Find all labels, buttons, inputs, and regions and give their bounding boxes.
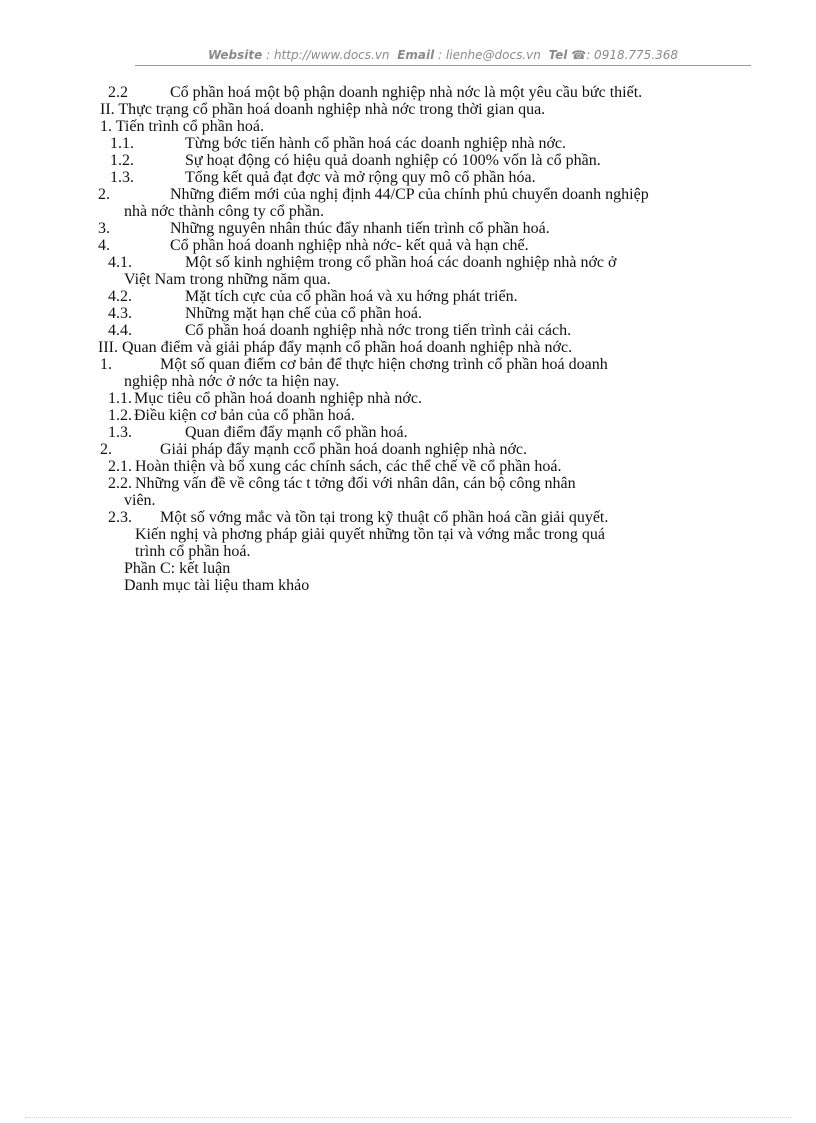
toc-line xyxy=(0,492,816,509)
header-divider xyxy=(135,65,751,66)
toc-number: 2.1. xyxy=(108,458,132,475)
toc-number: 4.2. xyxy=(108,288,132,305)
website-label: Website xyxy=(207,48,263,62)
toc-line xyxy=(0,560,816,577)
toc-line xyxy=(0,339,816,356)
toc-line xyxy=(0,475,816,492)
toc-number: 1.2. xyxy=(110,152,134,169)
toc-text: Từng bớc tiến hành cổ phần hoá các doanh nghiệp nhà nớc. xyxy=(185,135,567,152)
toc-number: 1.1. xyxy=(108,390,132,407)
toc-text: nhà nớc thành công ty cổ phần. xyxy=(124,203,324,220)
toc-text: Một số kinh nghiệm trong cổ phần hoá các doanh nghiệp nhà nớc ở xyxy=(185,254,617,271)
toc-line xyxy=(0,135,816,152)
toc-number: 1.2. xyxy=(108,407,132,424)
toc-line xyxy=(0,577,816,594)
toc-text: Cổ phần hoá doanh nghiệp nhà nớc trong tiến trình cải cách. xyxy=(185,322,572,339)
toc-line xyxy=(0,169,816,186)
toc-line xyxy=(0,118,816,135)
toc-text: Những nguyên nhân thúc đẩy nhanh tiến trình cổ phần hoá. xyxy=(170,220,550,237)
toc-text: Hoàn thiện và bổ xung các chính sách, các thể chế về cổ phần hoá. xyxy=(135,458,562,475)
toc-line xyxy=(0,288,816,305)
toc-text: Tổng kết quả đạt đợc và mở rộng quy mô cổ phần hóa. xyxy=(185,169,536,186)
toc-text: Một số quan điểm cơ bản để thực hiện chơng trình cổ phần hoá doanh xyxy=(160,356,608,373)
toc-line xyxy=(0,390,816,407)
toc-number: 2. xyxy=(100,441,112,458)
toc-line xyxy=(0,203,816,220)
toc-text: Việt Nam trong những năm qua. xyxy=(124,271,331,288)
toc-line xyxy=(0,526,816,543)
footer-divider xyxy=(25,1117,791,1118)
toc-text: nghiệp nhà nớc ở nớc ta hiện nay. xyxy=(124,373,340,390)
toc-number: 1.1. xyxy=(110,135,134,152)
toc-line xyxy=(0,509,816,526)
tel-label: Tel xyxy=(548,48,568,62)
toc-number: 2.3. xyxy=(108,509,132,526)
toc-text: II. Thực trạng cổ phần hoá doanh nghiệp nhà nớc trong thời gian qua. xyxy=(100,101,546,118)
toc-number: 4.1. xyxy=(108,254,132,271)
email-label: Email xyxy=(397,48,435,62)
toc-number: 2.2 xyxy=(108,84,128,101)
toc-line xyxy=(0,322,816,339)
toc-text: Mục tiêu cổ phần hoá doanh nghiệp nhà nớc. xyxy=(134,390,422,407)
toc-text: Quan điểm đẩy mạnh cổ phần hoá. xyxy=(185,424,408,441)
toc-text: trình cổ phần hoá. xyxy=(135,543,251,560)
toc-number: 4.3. xyxy=(108,305,132,322)
toc-text: Những vấn đề về công tác t tởng đối với nhân dân, cán bộ công nhân xyxy=(135,475,576,492)
website-value: : http://www.docs.vn xyxy=(266,48,390,62)
toc-number: 4.4. xyxy=(108,322,132,339)
toc-line xyxy=(0,424,816,441)
toc-text: Kiến nghị và phơng pháp giải quyết những tồn tại và vớng mắc trong quá xyxy=(135,526,605,543)
toc-number: 4. xyxy=(98,237,110,254)
toc-line xyxy=(0,407,816,424)
tel-value: : 0918.775.368 xyxy=(586,48,679,62)
toc-text: III. Quan điểm và giải pháp đẩy mạnh cổ phần hoá doanh nghiệp nhà nớc. xyxy=(98,339,573,356)
toc-line xyxy=(0,186,816,203)
toc-text: 1. Tiến trình cổ phần hoá. xyxy=(100,118,264,135)
phone-icon: ☎ xyxy=(571,48,587,62)
toc-line xyxy=(0,441,816,458)
toc-line xyxy=(0,305,816,322)
toc-text: Điều kiện cơ bản của cổ phần hoá. xyxy=(134,407,355,424)
toc-line xyxy=(0,458,816,475)
toc-text: Mặt tích cực của cổ phần hoá và xu hớng phát triển. xyxy=(185,288,518,305)
toc-text: viên. xyxy=(124,492,156,509)
toc-number: 3. xyxy=(98,220,110,237)
toc-number: 1.3. xyxy=(108,424,132,441)
email-value: : lienhe@docs.vn xyxy=(438,48,541,62)
toc-number: 1. xyxy=(100,356,112,373)
toc-text: Những mặt hạn chế của cổ phần hoá. xyxy=(185,305,423,322)
toc-text: Cổ phần hoá doanh nghiệp nhà nớc- kết quả và hạn chế. xyxy=(170,237,529,254)
toc-line xyxy=(0,237,816,254)
toc-text: Phần C: kết luận xyxy=(124,560,231,577)
toc-text: Giải pháp đẩy mạnh ccổ phần hoá doanh nghiệp nhà nớc. xyxy=(160,441,528,458)
toc-line xyxy=(0,543,816,560)
toc-text: Cổ phần hoá một bộ phận doanh nghiệp nhà nớc là một yêu cầu bức thiết. xyxy=(170,84,643,101)
toc-text: Một số vớng mắc và tồn tại trong kỹ thuật cổ phần hoá cần giải quyết. xyxy=(160,509,609,526)
toc-line xyxy=(0,356,816,373)
toc-line xyxy=(0,84,816,101)
table-of-contents xyxy=(0,84,816,594)
toc-text: Những điểm mới của nghị định 44/CP của chính phủ chuyển doanh nghiệp xyxy=(170,186,649,203)
toc-line xyxy=(0,101,816,118)
toc-number: 2.2. xyxy=(108,475,132,492)
toc-line xyxy=(0,220,816,237)
toc-line xyxy=(0,373,816,390)
toc-line xyxy=(0,152,816,169)
page-header xyxy=(135,48,751,62)
toc-line xyxy=(0,271,816,288)
toc-number: 2. xyxy=(98,186,110,203)
toc-text: Danh mục tài liệu tham khảo xyxy=(124,577,310,594)
toc-number: 1.3. xyxy=(110,169,134,186)
toc-text: Sự hoạt động có hiệu quả doanh nghiệp có 100% vốn là cổ phần. xyxy=(185,152,601,169)
toc-line xyxy=(0,254,816,271)
